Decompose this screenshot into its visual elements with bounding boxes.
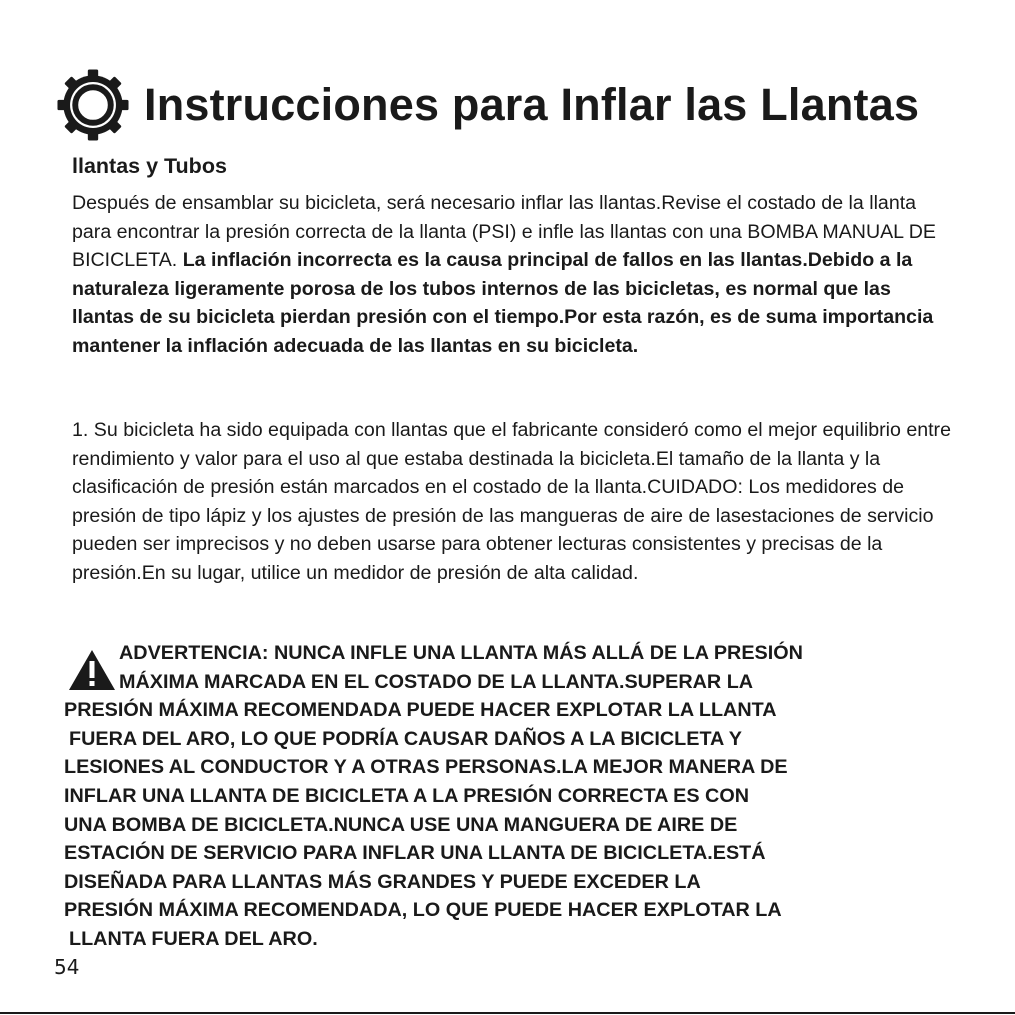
warning-line: PRESIÓN MÁXIMA RECOMENDADA, LO QUE PUEDE HACER EXPLOTAR LA <box>64 899 782 922</box>
page-title: Instrucciones para Inflar las Llantas <box>144 79 920 130</box>
intro-emphasis: La inflación incorrecta es la causa principal de fallos en las llantas.Debido a la naturaleza ligeramente porosa de los tubos internos de las bicicletas, es normal que las llantas de su bicicleta pierdan presión con el tiempo.Por esta razón, es de suma importancia mantener la inflación adecuada de las llantas en su bicicleta. <box>72 249 934 357</box>
warning-line: INFLAR UNA LLANTA DE BICICLETA A LA PRESIÓN CORRECTA ES CON <box>64 784 749 807</box>
section-title: llantas y Tubos <box>72 154 227 178</box>
intro-paragraph <box>72 189 952 361</box>
intro-text: Después de ensamblar su bicicleta, será necesario inflar las llantas.Revise el costado de la llanta para encontrar la presión correcta de la llanta (PSI) e infle las llantas con una BOMBA MANUAL DE BICICLETA. <box>72 192 936 272</box>
warning-line: LESIONES AL CONDUCTOR Y A OTRAS PERSONAS.LA MEJOR MANERA DE <box>64 756 788 779</box>
page-number: 54 <box>54 955 80 979</box>
warning-block <box>64 639 944 954</box>
warning-line: DISEÑADA PARA LLANTAS MÁS GRANDES Y PUEDE EXCEDER LA <box>64 870 701 893</box>
warning-line: MÁXIMA MARCADA EN EL COSTADO DE LA LLANTA.SUPERAR LA <box>119 670 754 693</box>
page-header <box>56 70 996 140</box>
warning-line: FUERA DEL ARO, LO QUE PODRÍA CAUSAR DAÑOS A LA BICICLETA Y <box>69 727 742 750</box>
warning-line: ESTACIÓN DE SERVICIO PARA INFLAR UNA LLANTA DE BICICLETA.ESTÁ <box>64 842 766 865</box>
bottom-rule <box>0 1012 1015 1014</box>
instruction-paragraph: 1. Su bicicleta ha sido equipada con llantas que el fabricante consideró como el mejor equilibrio entre rendimiento y valor para el uso al que estaba destinada la bicicleta.El tamaño de la llanta y la clasificación de presión están marcados en el costado de la llanta.CUIDADO: Los medidores de presión de tipo lápiz y los ajustes de presión de las mangueras de aire de lasestaciones de servicio pueden ser imprecisos y no deben usarse para obtener lecturas consistentes y precisas de la presión.En su lugar, utilice un medidor de presión de alta calidad. <box>72 419 951 584</box>
warning-line: PRESIÓN MÁXIMA RECOMENDADA PUEDE HACER EXPLOTAR LA LLANTA <box>64 699 777 722</box>
warning-line: ADVERTENCIA: NUNCA INFLE UNA LLANTA MÁS ALLÁ DE LA PRESIÓN <box>119 642 803 664</box>
gear-icon <box>56 68 130 142</box>
warning-triangle-icon <box>68 649 116 691</box>
warning-line: UNA BOMBA DE BICICLETA.NUNCA USE UNA MANGUERA DE AIRE DE <box>64 813 738 836</box>
warning-line: LLANTA FUERA DEL ARO. <box>69 927 318 950</box>
